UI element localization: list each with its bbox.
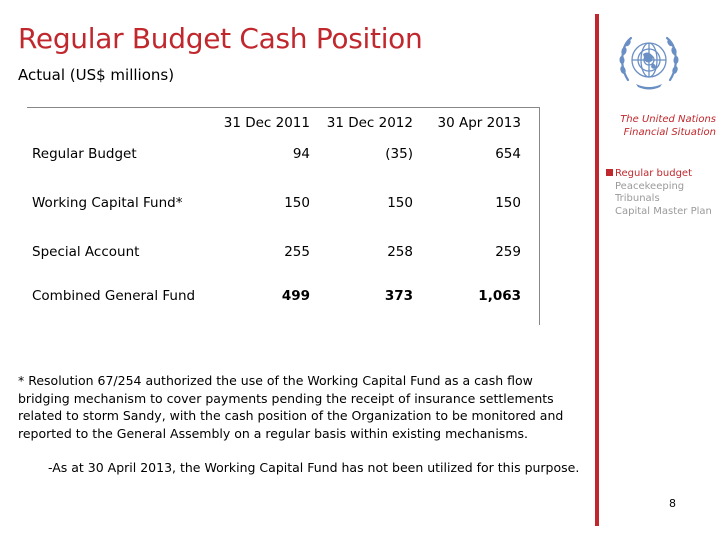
- table-top-rule: [27, 107, 540, 108]
- slide-title: Regular Budget Cash Position: [18, 22, 423, 55]
- table-right-rule: [539, 107, 540, 325]
- sidebar-nav: [606, 168, 712, 218]
- sidebar-heading-line1: The United Nations: [620, 114, 716, 125]
- slide-subtitle: Actual (US$ millions): [18, 66, 175, 84]
- column-header-apr-2013: 30 Apr 2013: [437, 115, 521, 131]
- sidebar-item-capital-master-plan[interactable]: [606, 206, 712, 219]
- table-cell: 654: [495, 146, 521, 162]
- sidebar-item-peacekeeping[interactable]: [606, 181, 712, 194]
- page-number: 8: [669, 497, 676, 510]
- table-cell: 94: [292, 146, 310, 162]
- un-emblem-icon: [612, 30, 686, 96]
- sidebar-item-label: Capital Master Plan: [615, 205, 712, 217]
- column-header-dec-2012: 31 Dec 2012: [326, 115, 413, 131]
- table-cell-total: 1,063: [478, 288, 521, 304]
- table-cell-total: 499: [281, 288, 310, 304]
- sidebar-heading-line2: Financial Situation: [623, 127, 716, 138]
- active-marker-icon: [606, 169, 613, 176]
- table-cell: 150: [284, 195, 310, 211]
- sidebar-item-label: Tribunals: [615, 193, 660, 204]
- footnote-resolution: * Resolution 67/254 authorized the use of the Working Capital Fund as a cash flow bridging mechanism to cover payments pending the receipt of insurance settlements related to storm Sandy, with the cash position of the Organization to be monitored and reported to the General Assembly on a regular basis within existing mechanisms.: [18, 373, 564, 441]
- sidebar-item-label: Peacekeeping: [615, 180, 685, 192]
- sidebar-item-tribunals[interactable]: [606, 193, 712, 206]
- table-cell-total: 373: [384, 288, 413, 304]
- sidebar-item-regular-budget[interactable]: [606, 168, 712, 181]
- row-label-regular-budget: Regular Budget: [32, 146, 137, 162]
- table-cell: 150: [387, 195, 413, 211]
- table-cell: (35): [385, 146, 413, 162]
- footnote-wcf-not-utilized: -As at 30 April 2013, the Working Capital Fund has not been utilized for this purpose.: [48, 460, 580, 475]
- vertical-divider: [595, 14, 599, 526]
- row-label-special-account: Special Account: [32, 244, 140, 260]
- table-cell: 259: [495, 244, 521, 260]
- column-header-dec-2011: 31 Dec 2011: [223, 115, 310, 131]
- sidebar-item-label: Regular budget: [615, 168, 692, 179]
- sidebar-heading: [612, 113, 716, 139]
- table-cell: 150: [495, 195, 521, 211]
- row-label-working-capital-fund: Working Capital Fund*: [32, 195, 183, 211]
- row-label-combined-general-fund: Combined General Fund: [32, 288, 196, 304]
- table-cell: 258: [387, 244, 413, 260]
- table-cell: 255: [284, 244, 310, 260]
